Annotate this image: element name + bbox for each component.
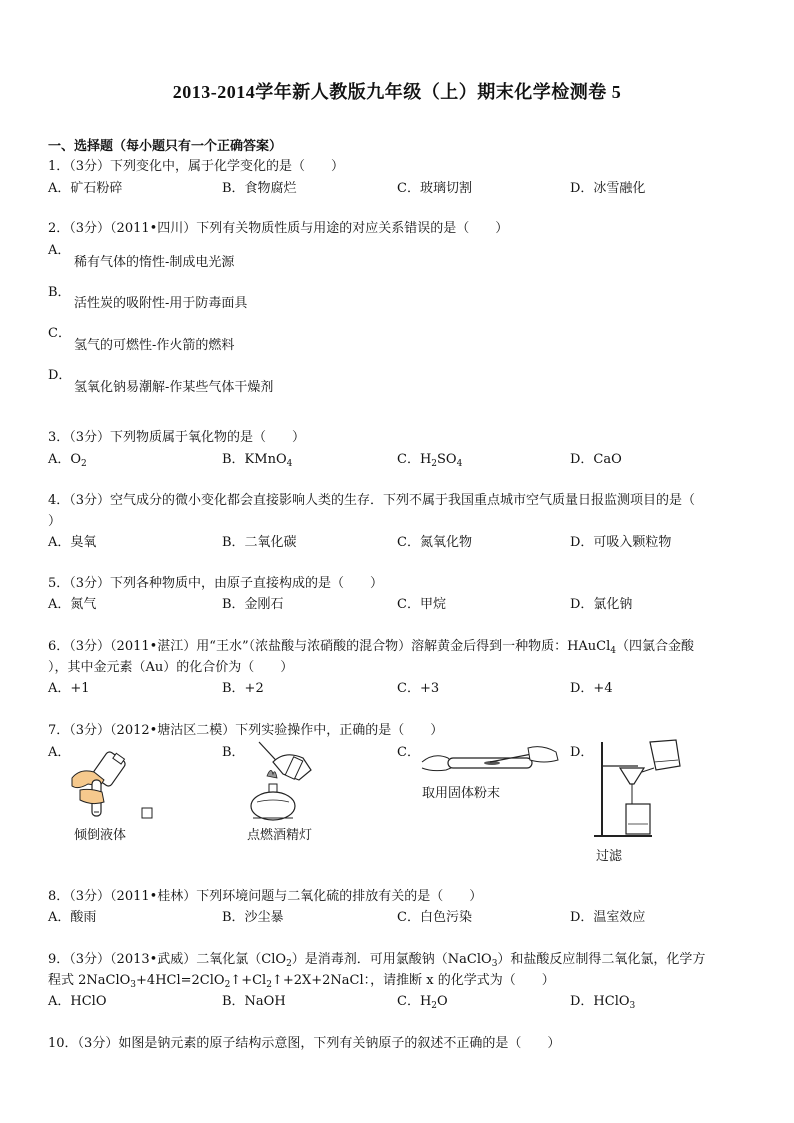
q1-option-d: D．冰雪融化 <box>570 181 646 196</box>
q6-option-d: D．+4 <box>570 681 613 696</box>
q3-option-d: D．CaO <box>570 452 622 467</box>
question-6-stem-cont: ），其中金元素（Au）的化合价为（ ） <box>48 660 294 675</box>
q5-option-b: B．金刚石 <box>222 597 284 612</box>
q2-label-b: B． <box>48 285 71 300</box>
q4-option-b: B．二氧化碳 <box>222 535 297 550</box>
q6-option-b: B．+2 <box>222 681 264 696</box>
question-3-stem: 3．（3分）下列物质属于氧化物的是（ ） <box>48 430 306 445</box>
question-8-stem: 8．（3分）（2011•桂林）下列环境问题与二氧化硫的排放有关的是（ ） <box>48 889 483 904</box>
q1-option-a: A．矿石粉碎 <box>48 181 123 196</box>
q2-label-c: C． <box>48 326 71 341</box>
q6-option-c: C．+3 <box>397 681 440 696</box>
q7-caption-c: 取用固体粉末 <box>422 785 501 800</box>
q7-label-a: A． <box>48 745 71 760</box>
q6-option-a: A．+1 <box>48 681 90 696</box>
q1-option-c: C．玻璃切割 <box>397 181 472 196</box>
question-1-stem: 1．（3分）下列变化中，属于化学变化的是（ ） <box>48 159 345 174</box>
q8-option-d: D．温室效应 <box>570 910 646 925</box>
q4-option-a: A．臭氧 <box>48 535 97 550</box>
q7-caption-d: 过滤 <box>596 848 623 863</box>
q8-option-b: B．沙尘暴 <box>222 910 284 925</box>
q5-option-c: C．甲烷 <box>397 597 446 612</box>
q2-option-d: 氢氧化钠易潮解-作某些气体干燥剂 <box>74 379 274 394</box>
q3-option-a: A．$O_2$ <box>48 452 87 469</box>
q2-label-d: D． <box>48 368 72 383</box>
q7-label-b: B． <box>222 745 245 760</box>
q5-option-a: A．氮气 <box>48 597 97 612</box>
question-4-stem-cont: ） <box>48 514 62 529</box>
pouring-liquid-figure <box>70 750 170 822</box>
q7-label-d: D． <box>570 745 594 760</box>
section-heading: 一、选择题（每小题只有一个正确答案） <box>48 138 283 153</box>
q2-option-c: 氢气的可燃性-作火箭的燃料 <box>74 337 235 352</box>
lighting-alcohol-lamp-figure <box>245 740 355 822</box>
filtration-figure <box>592 738 702 842</box>
q2-option-a: 稀有气体的惰性-制成电光源 <box>74 254 235 269</box>
question-10-stem: 10．（3分）如图是钠元素的原子结构示意图，下列有关钠原子的叙述不正确的是（ ） <box>48 1036 561 1051</box>
page-title: 2013-2014学年新人教版九年级（上）期末化学检测卷 5 <box>172 82 622 102</box>
q1-option-b: B．食物腐烂 <box>222 181 297 196</box>
question-7-stem: 7．（3分）（2012•塘沽区二模）下列实验操作中，正确的是（ ） <box>48 723 444 738</box>
q8-option-c: C．白色污染 <box>397 910 472 925</box>
question-6-stem: 6．（3分）（2011•湛江）用“王水”（浓盐酸与浓硝酸的混合物）溶解黄金后得到一种物质：HAuCl$_4$（四氯合金酸 <box>48 639 695 656</box>
q9-option-d: D．HClO$_3$ <box>570 994 636 1011</box>
q4-option-d: D．可吸入颗粒物 <box>570 535 672 550</box>
q2-option-b: 活性炭的吸附性-用于防毒面具 <box>74 295 248 310</box>
q8-option-a: A．酸雨 <box>48 910 97 925</box>
q4-option-c: C．氮氧化物 <box>397 535 472 550</box>
q9-option-a: A．HClO <box>48 994 107 1009</box>
question-9-equation: 程式 $2NaClO_3+4HCl=2ClO_2↑+Cl_2↑+2X+2NaCl$：，请推断 x 的化学式为（ ） <box>48 973 555 990</box>
q7-caption-b: 点燃酒精灯 <box>247 827 313 842</box>
q9-option-b: B．NaOH <box>222 994 286 1009</box>
q9-option-c: C．$H_2O$ <box>397 994 448 1011</box>
q2-label-a: A． <box>48 243 71 258</box>
question-9-stem: 9．（3分）（2013•武威）二氧化氯（ClO$_2$）是消毒剂．可用氯酸钠（NaClO$_3$）和盐酸反应制得二氧化氯，化学方 <box>48 952 706 969</box>
q3-option-c: C．$H_2SO_4$ <box>397 452 463 469</box>
q7-label-c: C． <box>397 745 420 760</box>
q3-option-b: B．KMnO$_4$ <box>222 452 293 469</box>
question-2-stem: 2．（3分）（2011•四川）下列有关物质性质与用途的对应关系错误的是（ ） <box>48 221 509 236</box>
question-5-stem: 5．（3分）下列各种物质中，由原子直接构成的是（ ） <box>48 576 384 591</box>
q7-caption-a: 倾倒液体 <box>74 827 127 842</box>
question-4-stem: 4．（3分）空气成分的微小变化都会直接影响人类的生存．下列不属于我国重点城市空气质量日报监测项目的是（ <box>48 493 696 508</box>
q5-option-d: D．氯化钠 <box>570 597 633 612</box>
taking-solid-powder-figure <box>420 738 560 778</box>
